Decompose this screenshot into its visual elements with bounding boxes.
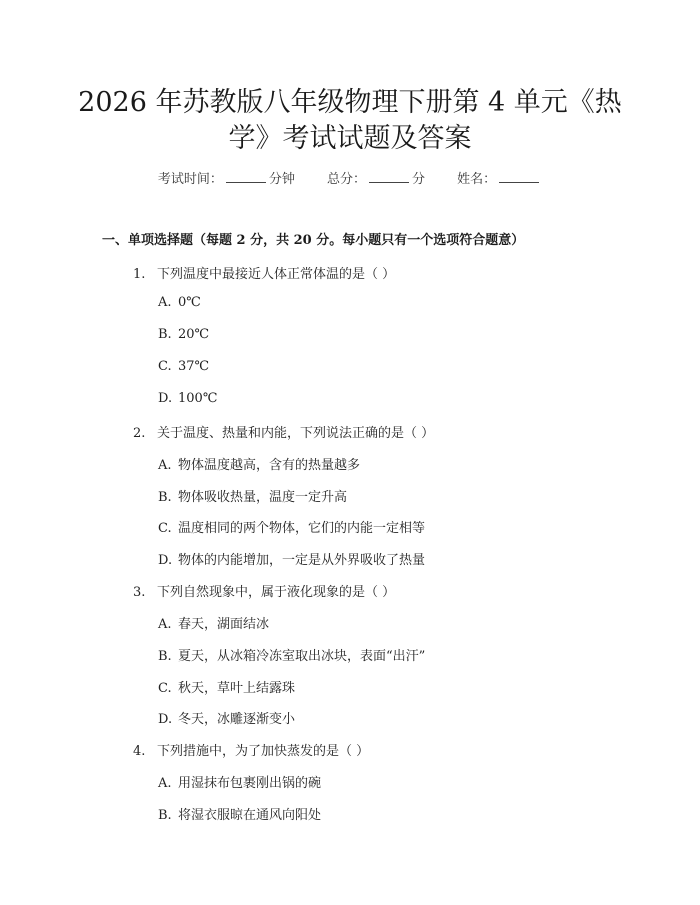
question-1 xyxy=(133,263,395,282)
option-letter: D. xyxy=(158,553,173,568)
option-2d xyxy=(158,549,425,568)
student-name-label: 姓名： xyxy=(457,172,497,187)
option-text: 37℃ xyxy=(178,359,210,374)
option-text: 冬天，冰雕逐渐变小 xyxy=(178,712,296,727)
exam-time-unit: 分钟 xyxy=(268,172,295,187)
option-1a xyxy=(158,295,201,310)
option-letter: D. xyxy=(158,712,173,727)
option-3a xyxy=(158,613,269,632)
option-text: 将湿衣服晾在通风向阳处 xyxy=(178,808,322,823)
question-3 xyxy=(133,581,395,600)
option-text: 0℃ xyxy=(178,295,201,310)
option-3b xyxy=(158,645,425,664)
option-2c xyxy=(158,517,425,536)
option-letter: D. xyxy=(158,391,173,406)
option-1b xyxy=(158,327,209,342)
exam-time-label: 考试时间： xyxy=(157,172,223,187)
option-letter: A. xyxy=(158,617,172,632)
option-letter: A. xyxy=(158,295,172,310)
question-text: 下列温度中最接近人体正常体温的是（ ） xyxy=(157,267,396,282)
exam-time-blank xyxy=(226,170,266,183)
option-letter: A. xyxy=(158,458,172,473)
option-text: 秋天，草叶上结露珠 xyxy=(178,681,296,696)
question-number: 4. xyxy=(133,744,146,759)
question-text: 下列措施中，为了加快蒸发的是（ ） xyxy=(157,744,370,759)
option-4a xyxy=(158,772,321,791)
option-text: 20℃ xyxy=(178,327,210,342)
student-name-blank xyxy=(499,170,539,183)
option-1c xyxy=(158,359,209,374)
option-text: 物体温度越高，含有的热量越多 xyxy=(178,458,361,473)
option-letter: B. xyxy=(158,490,172,505)
document-title-line-2: 学》考试试题及答案 xyxy=(228,123,472,154)
option-letter: B. xyxy=(158,808,172,823)
document-title-line-1: 2026 年苏教版八年级物理下册第 4 单元《热 xyxy=(78,87,622,118)
question-number: 2. xyxy=(133,426,146,441)
question-number: 3. xyxy=(133,585,146,600)
option-2a xyxy=(158,454,360,473)
option-text: 用湿抹布包裹刚出锅的碗 xyxy=(178,776,322,791)
option-4b xyxy=(158,804,321,823)
student-name-field xyxy=(457,168,542,187)
option-letter: A. xyxy=(158,776,172,791)
exam-info-row xyxy=(0,168,700,187)
question-4 xyxy=(133,740,369,759)
question-number: 1. xyxy=(133,267,146,282)
option-letter: C. xyxy=(158,359,172,374)
option-3c xyxy=(158,677,295,696)
option-text: 春天，湖面结冰 xyxy=(178,617,270,632)
question-2 xyxy=(133,422,434,441)
option-text: 夏天，从冰箱冷冻室取出冰块，表面“出汗” xyxy=(178,649,426,664)
total-score-unit: 分 xyxy=(412,172,426,187)
total-score-blank xyxy=(369,170,409,183)
total-score-field xyxy=(327,168,425,187)
option-letter: C. xyxy=(158,521,172,536)
question-text: 关于温度、热量和内能，下列说法正确的是（ ） xyxy=(157,426,435,441)
total-score-label: 总分： xyxy=(326,172,366,187)
option-letter: B. xyxy=(158,649,172,664)
option-text: 物体吸收热量，温度一定升高 xyxy=(178,490,348,505)
option-letter: C. xyxy=(158,681,172,696)
option-3d xyxy=(158,708,295,727)
option-text: 物体的内能增加，一定是从外界吸收了热量 xyxy=(178,553,426,568)
question-text: 下列自然现象中，属于液化现象的是（ ） xyxy=(157,585,396,600)
option-1d xyxy=(158,391,217,406)
section-heading: 一、单项选择题（每题 2 分，共 20 分。每小题只有一个选项符合题意） xyxy=(102,233,525,248)
option-text: 100℃ xyxy=(178,391,218,406)
option-letter: B. xyxy=(158,327,172,342)
exam-time-field xyxy=(158,168,295,187)
option-2b xyxy=(158,486,347,505)
option-text: 温度相同的两个物体，它们的内能一定相等 xyxy=(178,521,426,536)
